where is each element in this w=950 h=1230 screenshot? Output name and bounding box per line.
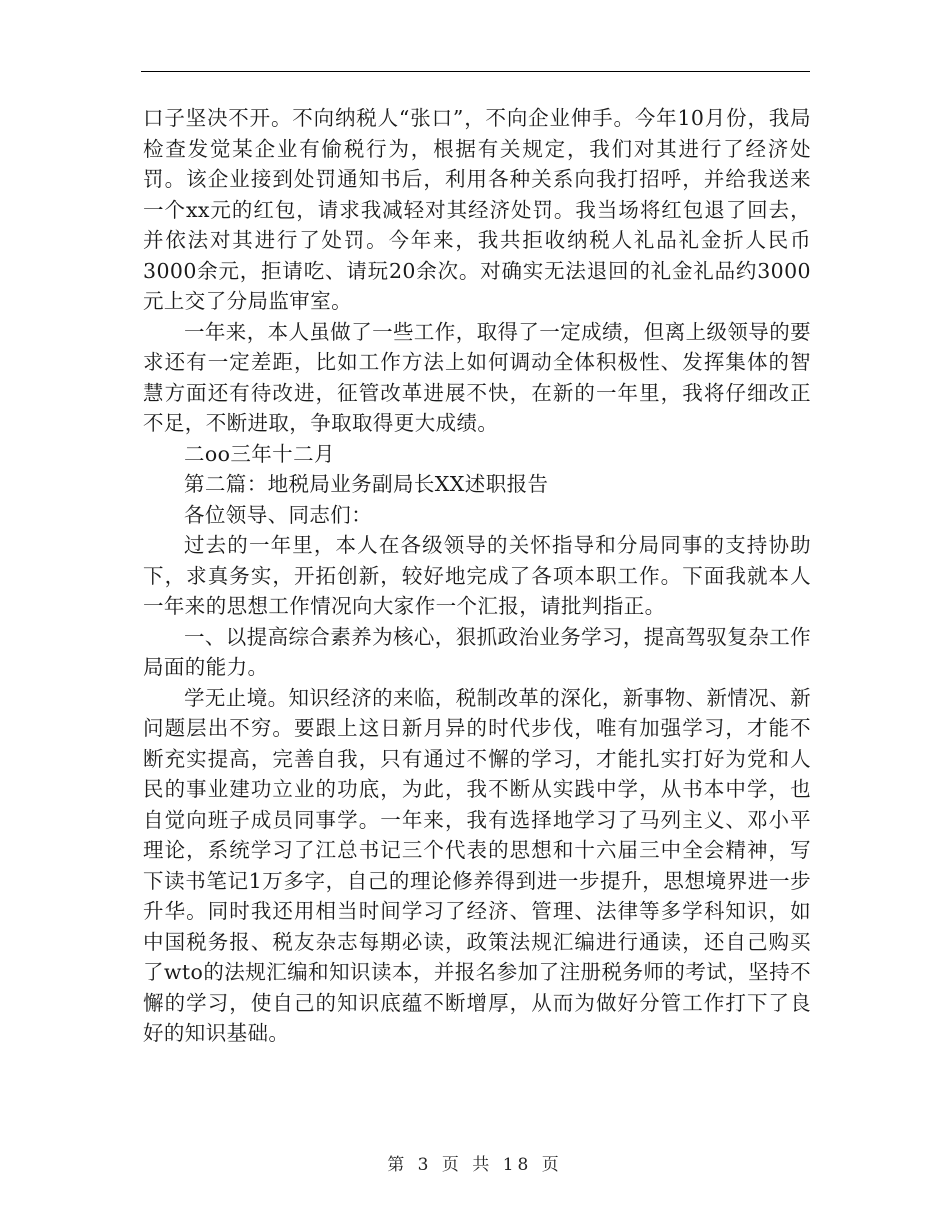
paragraph-intro: 过去的一年里，本人在各级领导的关怀指导和分局同事的支持协助下，求真务实，开拓创新，较好地完成了各项本职工作。下面我就本人一年来的思想工作情况向大家作一个汇报，请批判指正。 xyxy=(143,533,811,618)
page-number-footer: 第 3 页 共 18 页 xyxy=(387,1155,563,1175)
header-rule xyxy=(141,71,810,72)
paragraph-date: 二oo三年十二月 xyxy=(184,441,335,466)
salutation: 各位领导、同志们： xyxy=(184,502,373,527)
paragraph-2: 一年来，本人虽做了一些工作，取得了一定成绩，但离上级领导的要求还有一定差距，比如工作方法上如何调动全体积极性、发挥集体的智慧方面还有待改进，征管改革进展不快，在新的一年里，我将仔细改正不足，不断进取，争取取得更大成绩。 xyxy=(143,319,811,435)
document-body xyxy=(143,103,811,1049)
section-title: 第二篇：地税局业务副局长XX述职报告 xyxy=(184,472,549,496)
subheading-1: 一、以提高综合素养为核心，狠抓政治业务学习，提高驾驭复杂工作局面的能力。 xyxy=(143,624,811,679)
paragraph-1: 口子坚决不开。不向纳税人“张口”，不向企业伸手。今年10月份，我局检查发觉某企业有偷税行为，根据有关规定，我们对其进行了经济处罚。该企业接到处罚通知书后，利用各种关系向我打招呼，并给我送来一个xx元的红包，请求我减轻对其经济处罚。我当场将红包退了回去，并依法对其进行了处罚。今年来，我共拒收纳税人礼品礼金折人民币3000余元，拒请吃、请玩20余次。对确实无法退回的礼金礼品约3000元上交了分局监审室。 xyxy=(143,106,811,313)
paragraph-study: 学无止境。知识经济的来临，税制改革的深化，新事物、新情况、新问题层出不穷。要跟上这日新月异的时代步伐，唯有加强学习，才能不断充实提高，完善自我，只有通过不懈的学习，才能扎实打好为党和人民的事业建功立业的功底，为此，我不断从实践中学，从书本中学，也自觉向班子成员同事学。一年来，我有选择地学习了马列主义、邓小平理论，系统学习了江总书记三个代表的思想和十六届三中全会精神，写下读书笔记1万多字，自己的理论修养得到进一步提升，思想境界进一步升华。同时我还用相当时间学习了经济、管理、法律等多学科知识，如中国税务报、税友杂志每期必读，政策法规汇编进行通读，还自己购买了wto的法规汇编和知识读本，并报名参加了注册税务师的考试，坚持不懈的学习，使自己的知识底蕴不断增厚，从而为做好分管工作打下了良好的知识基础。 xyxy=(143,685,811,1045)
